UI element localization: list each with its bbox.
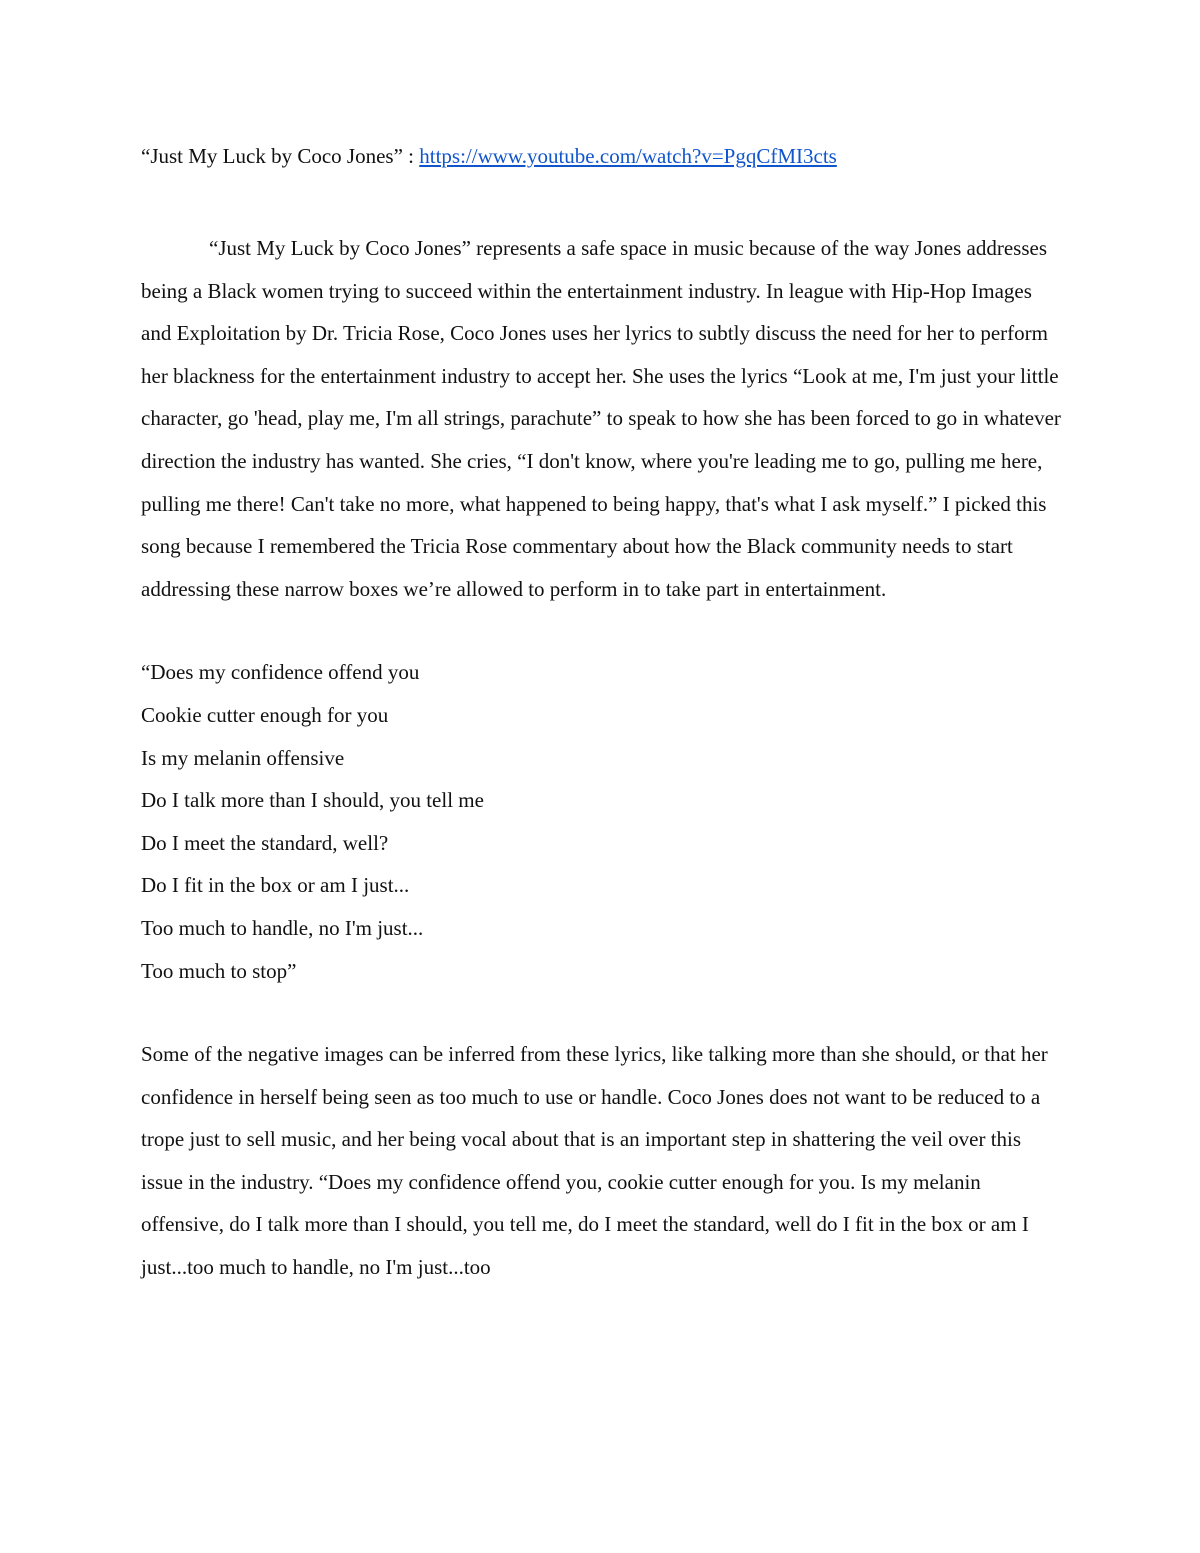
lyric-line: Too much to stop” bbox=[141, 958, 297, 983]
lyric-line: Is my melanin offensive bbox=[141, 745, 345, 770]
song-title: “Just My Luck by Coco Jones” : bbox=[141, 144, 420, 168]
intro-paragraph: “Just My Luck by Coco Jones” represents a safe space in music because of the way Jones addresses being a Black women trying to succeed within the entertainment industry. In league with Hip-Hop Images and Exploitation by Dr. Tricia Rose, Coco Jones uses her lyrics to subtly discuss the need for her to perform her blackness for the entertainment industry to accept her. She uses the lyrics “Look at me, I'm just your little character, go 'head, play me, I'm all strings, parachute” to speak to how she has been forced to go in whatever direction the industry has wanted. She cries, “I don't know, where you're leading me to go, pulling me here, pulling me there! Can't take no more, what happened to being happy, that's what I ask myself.” I picked this song because I remembered the Tricia Rose commentary about how the Black community needs to start addressing these narrow boxes we’re allowed to perform in to take part in entertainment. bbox=[141, 236, 1061, 601]
lyric-line: Too much to handle, no I'm just... bbox=[141, 915, 424, 940]
youtube-link[interactable]: https://www.youtube.com/watch?v=PgqCfMI3cts bbox=[419, 144, 837, 168]
lyric-line: Cookie cutter enough for you bbox=[141, 702, 389, 727]
song-title-line bbox=[141, 139, 1066, 173]
lyrics-block bbox=[141, 651, 1066, 992]
lyric-line: “Does my confidence offend you bbox=[141, 660, 420, 685]
lyric-line: Do I talk more than I should, you tell me bbox=[141, 788, 484, 813]
analysis-paragraph: Some of the negative images can be inferred from these lyrics, like talking more than she should, or that her confidence in herself being seen as too much to use or handle. Coco Jones does not want to be reduced to a trope just to sell music, and her being vocal about that is an important step in shattering the veil over this issue in the industry. “Does my confidence offend you, cookie cutter enough for you. Is my melanin offensive, do I talk more than I should, you tell me, do I meet the standard, well do I fit in the box or am I just...too much to handle, no I'm just...too bbox=[141, 1042, 1048, 1280]
lyric-line: Do I fit in the box or am I just... bbox=[141, 873, 410, 898]
lyric-line: Do I meet the standard, well? bbox=[141, 830, 389, 855]
document-body bbox=[141, 139, 1066, 1289]
